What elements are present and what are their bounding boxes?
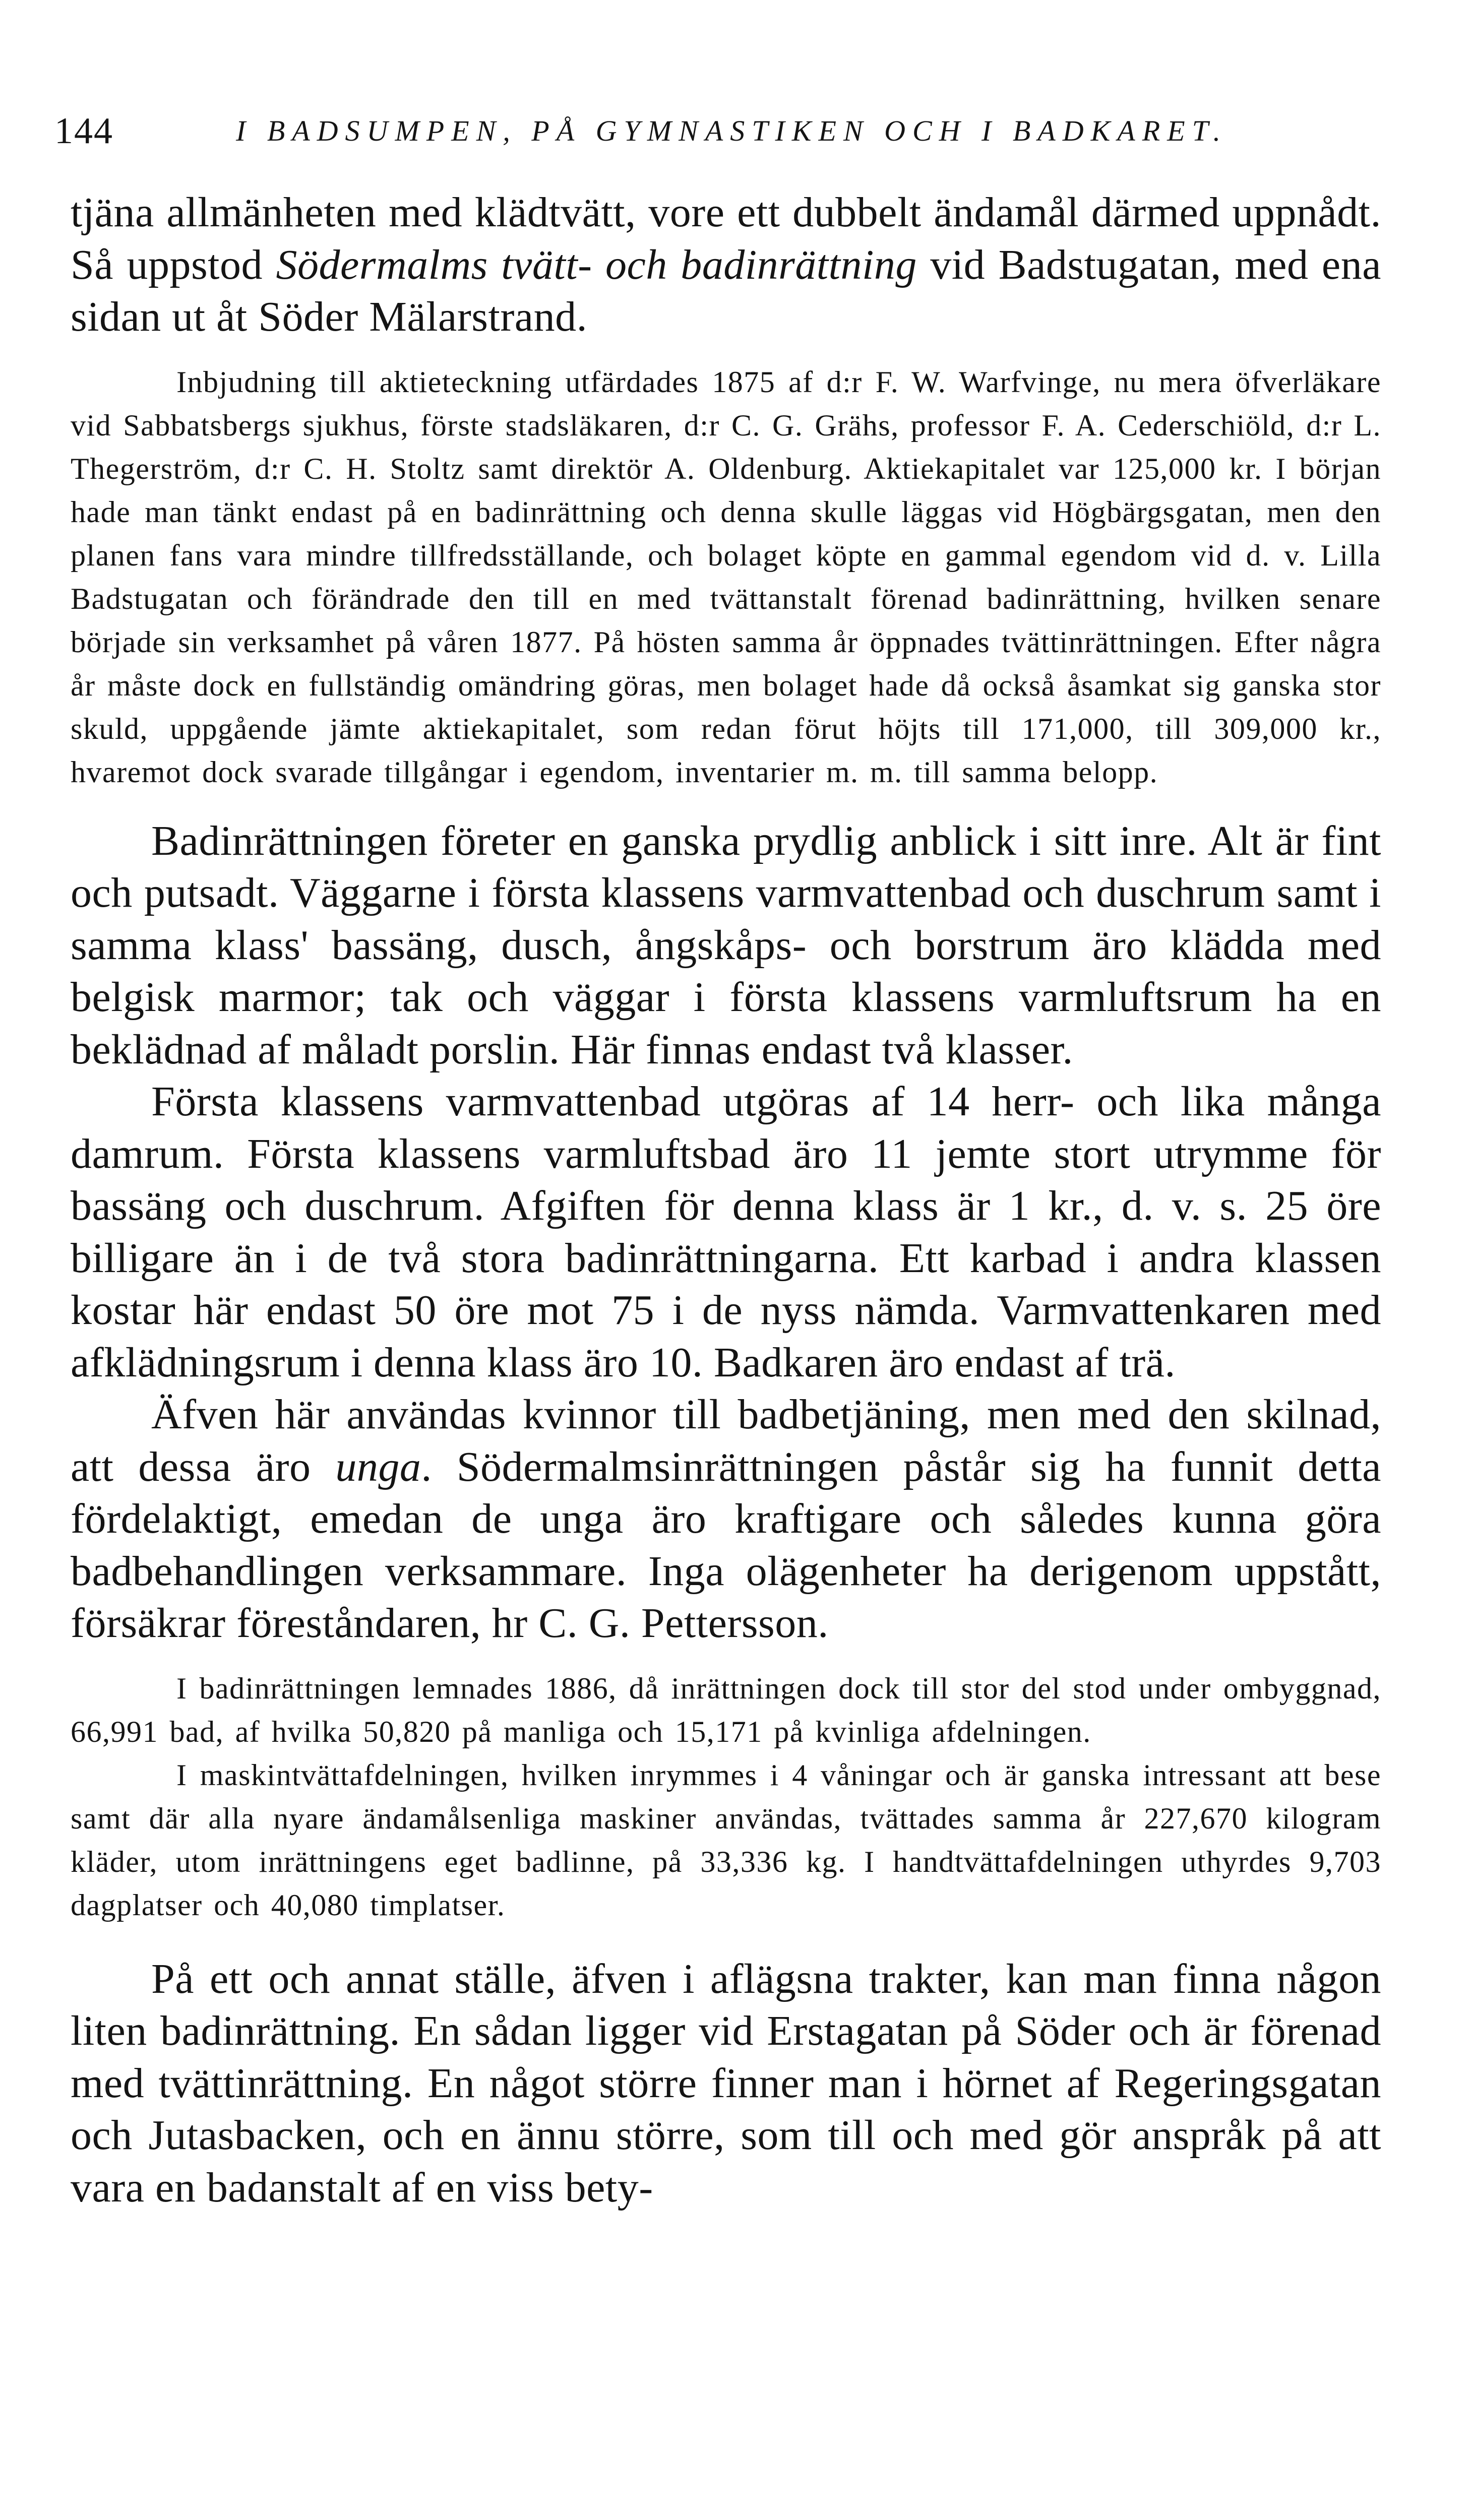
emphasis: unga (335, 1443, 421, 1490)
page-header (54, 106, 1405, 156)
paragraph: På ett och annat ställe, äfven i aflägsna trakter, kan man finna någon liten badinrättning. En sådan ligger vid Erstagatan på Söder och är förenad med tvättinrättning. En något större finner man i hörnet af Regeringsgatan och Jutasbacken, och en ännu större, som till och med gör anspråk på att vara en badanstalt af en viss bety- (71, 1955, 1381, 2211)
page-number: 144 (54, 110, 113, 152)
running-title: I BADSUMPEN, PÅ GYMNASTIKEN OCH I BADKARET. (236, 114, 1228, 147)
emphasis: Södermalms tvätt- och badinrättning (276, 241, 917, 288)
paragraph: Första klassens varmvattenbad utgöras af 14 herr- och lika många damrum. Första klassens varmluftsbad äro 11 jemte stort utrymme för bassäng och duschrum. Afgiften för denna klass är 1 kr., d. v. s. 25 öre billigare än i de två stora badinrättningarna. Ett karbad i andra klassen kostar här endast 50 öre mot 75 i de nyss nämda. Varmvattenkaren med afklädningsrum i denna klass äro 10. Badkaren äro endast af trä. (71, 1078, 1381, 1386)
paragraph: Badinrättningen företer en ganska prydlig anblick i sitt inre. Alt är fint och putsadt. Väggarne i första klassens varmvattenbad och duschrum samt i samma klass' bassäng, dusch, ångskåps- och borstrum äro klädda med belgisk marmor; tak och väggar i första klassens varmluftsrum ha en beklädnad af måladt porslin. Här finnas endast två klasser. (71, 817, 1381, 1073)
paragraph: tjäna allmänheten med klädtvätt, vore ett dubbelt ändamål därmed uppnådt. Så uppstod Södermalms tvätt- och badinrättning vid Badstugatan, med ena sidan ut åt Söder Mälarstrand. (71, 189, 1381, 340)
small-print-paragraph: I maskintvättafdelningen, hvilken inrymmes i 4 våningar och är ganska intressant att bese samt där alla nyare ändamålsenliga maskiner användas, tvättades samma år 227,670 kilogram kläder, utom inrättningens eget badlinne, på 33,336 kg. I handtvättafdelningen uthyrdes 9,703 dagplatser och 40,080 timplatser. (71, 1758, 1381, 1922)
small-print-paragraph: I badinrättningen lemnades 1886, då inrättningen dock till stor del stod under ombyggnad, 66,991 bad, af hvilka 50,820 på manliga och 15,171 på kvinliga afdelningen. (71, 1671, 1381, 1748)
body-text (71, 186, 1381, 2214)
paragraph: Äfven här användas kvinnor till badbetjäning, men med den skilnad, att dessa äro unga. Södermalmsinrättningen påstår sig ha funnit detta fördelaktigt, emedan de unga äro kraftigare och således kunna göra badbehandlingen verksammare. Inga olägenheter ha derigenom uppstått, försäkrar föreståndaren, hr C. G. Pettersson. (71, 1391, 1381, 1647)
small-print-paragraph: Inbjudning till aktieteckning utfärdades 1875 af d:r F. W. Warfvinge, nu mera öfverläkare vid Sabbatsbergs sjukhus, förste stadsläkaren, d:r C. G. Grähs, professor F. A. Cederschiöld, d:r L. Thegerström, d:r C. H. Stoltz samt direktör A. Oldenburg. Aktiekapitalet var 125,000 kr. I början hade man tänkt endast på en badinrättning och denna skulle läggas vid Högbärgsgatan, men den planen fans vara mindre tillfredsställande, och bolaget köpte en gammal egendom vid d. v. Lilla Badstugatan och förändrade den till en med tvättanstalt förenad badinrättning, hvilken senare började sin verksamhet på våren 1877. På hösten samma år öppnades tvättinrättningen. Efter några år måste dock en fullständig omändring göras, men bolaget hade då också åsamkat sig ganska stor skuld, uppgående jämte aktiekapitalet, som redan förut höjts till 171,000, till 309,000 kr., hvaremot dock svarade tillgångar i egendom, inventarier m. m. till samma belopp. (71, 365, 1381, 789)
